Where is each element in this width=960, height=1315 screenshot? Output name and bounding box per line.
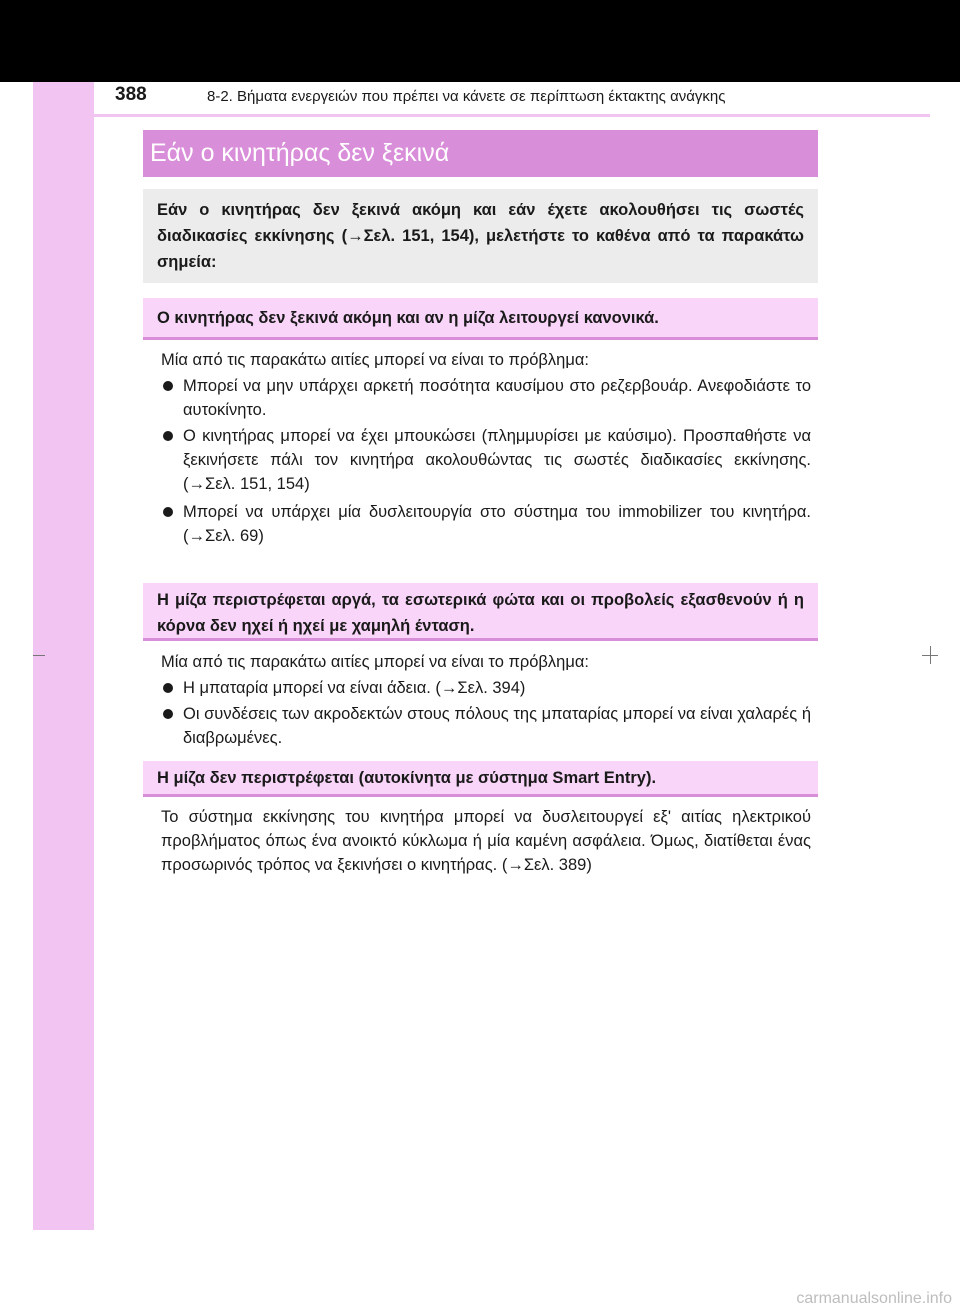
subsection-heading-3: Η μίζα δεν περιστρέφεται (αυτοκίνητα με σύστημα Smart Entry). <box>143 761 818 797</box>
crop-mark <box>33 655 45 656</box>
bullet-text: Μπορεί να υπάρχει μία δυσλειτουργία στο σύστημα του immobilizer του κινητήρα. (→Σελ. 69) <box>183 503 811 545</box>
section1-bullet-3 <box>161 500 811 548</box>
intro-box: Εάν ο κινητήρας δεν ξεκινά ακόμη και εάν έχετε ακολουθήσει τις σωστές διαδικασίες εκκίνησης (→Σελ. 151, 154), μελετήστε το καθένα από τα παρακάτω σημεία: <box>143 189 818 283</box>
bullet-dot-icon <box>163 683 173 693</box>
bullet-dot-icon <box>163 381 173 391</box>
section2-bullet-2 <box>161 702 811 750</box>
top-black-band <box>0 0 960 82</box>
bullet-text: Ο κινητήρας μπορεί να έχει μπουκώσει (πλημμυρίσει με καύσιμο). Προσπαθήστε να ξεκινήσετε πάλι τον κινητήρα ακολουθώντας τις σωστές διαδικασίες εκκίνησης. (→Σελ. 151, 154) <box>183 427 811 493</box>
bullet-dot-icon <box>163 507 173 517</box>
crop-mark <box>930 646 931 664</box>
bullet-text: Οι συνδέσεις των ακροδεκτών στους πόλους της μπαταρίας μπορεί να είναι χαλαρές ή διαβρωμένες. <box>183 705 811 747</box>
subsection-heading-1: Ο κινητήρας δεν ξεκινά ακόμη και αν η μίζα λειτουργεί κανονικά. <box>143 298 818 340</box>
bullet-text: Η μπαταρία μπορεί να είναι άδεια. (→Σελ. 394) <box>183 679 526 697</box>
header-rule <box>33 114 930 117</box>
subsection-heading-2: Η μίζα περιστρέφεται αργά, τα εσωτερικά φώτα και οι προβολείς εξασθενούν ή η κόρνα δεν ηχεί ή ηχεί με χαμηλή ένταση. <box>143 583 818 641</box>
site-watermark: carmanualsonline.info <box>796 1290 952 1307</box>
bullet-dot-icon <box>163 709 173 719</box>
section2-bullet-1 <box>161 676 811 700</box>
chapter-sidebar-tab <box>33 82 94 1230</box>
bullet-text: Μπορεί να μην υπάρχει αρκετή ποσότητα καυσίμου στο ρεζερβουάρ. Ανεφοδιάστε το αυτοκίνητο. <box>183 377 811 419</box>
page-number: 388 <box>115 84 147 105</box>
section3-body: Το σύστημα εκκίνησης του κινητήρα μπορεί να δυσλειτουργεί εξ' αιτίας ηλεκτρικού προβλήματος όπως ένα ανοικτό κύκλωμα ή μία καμένη ασφάλεια. Όμως, διατίθεται ένας προσωρινός τρόπος να ξεκινήσει ο κινητήρας. (→Σελ. 389) <box>161 808 811 874</box>
section1-bullet-1 <box>161 374 811 422</box>
section-title: Εάν ο κινητήρας δεν ξεκινά <box>143 130 818 177</box>
section1-bullet-2 <box>161 424 811 496</box>
chapter-title: 8-2. Βήματα ενεργειών που πρέπει να κάνετε σε περίπτωση έκτακτης ανάγκης <box>207 88 726 105</box>
section2-lead: Μία από τις παρακάτω αιτίες μπορεί να είναι το πρόβλημα: <box>161 653 589 671</box>
section1-lead: Μία από τις παρακάτω αιτίες μπορεί να είναι το πρόβλημα: <box>161 351 589 369</box>
bullet-dot-icon <box>163 431 173 441</box>
